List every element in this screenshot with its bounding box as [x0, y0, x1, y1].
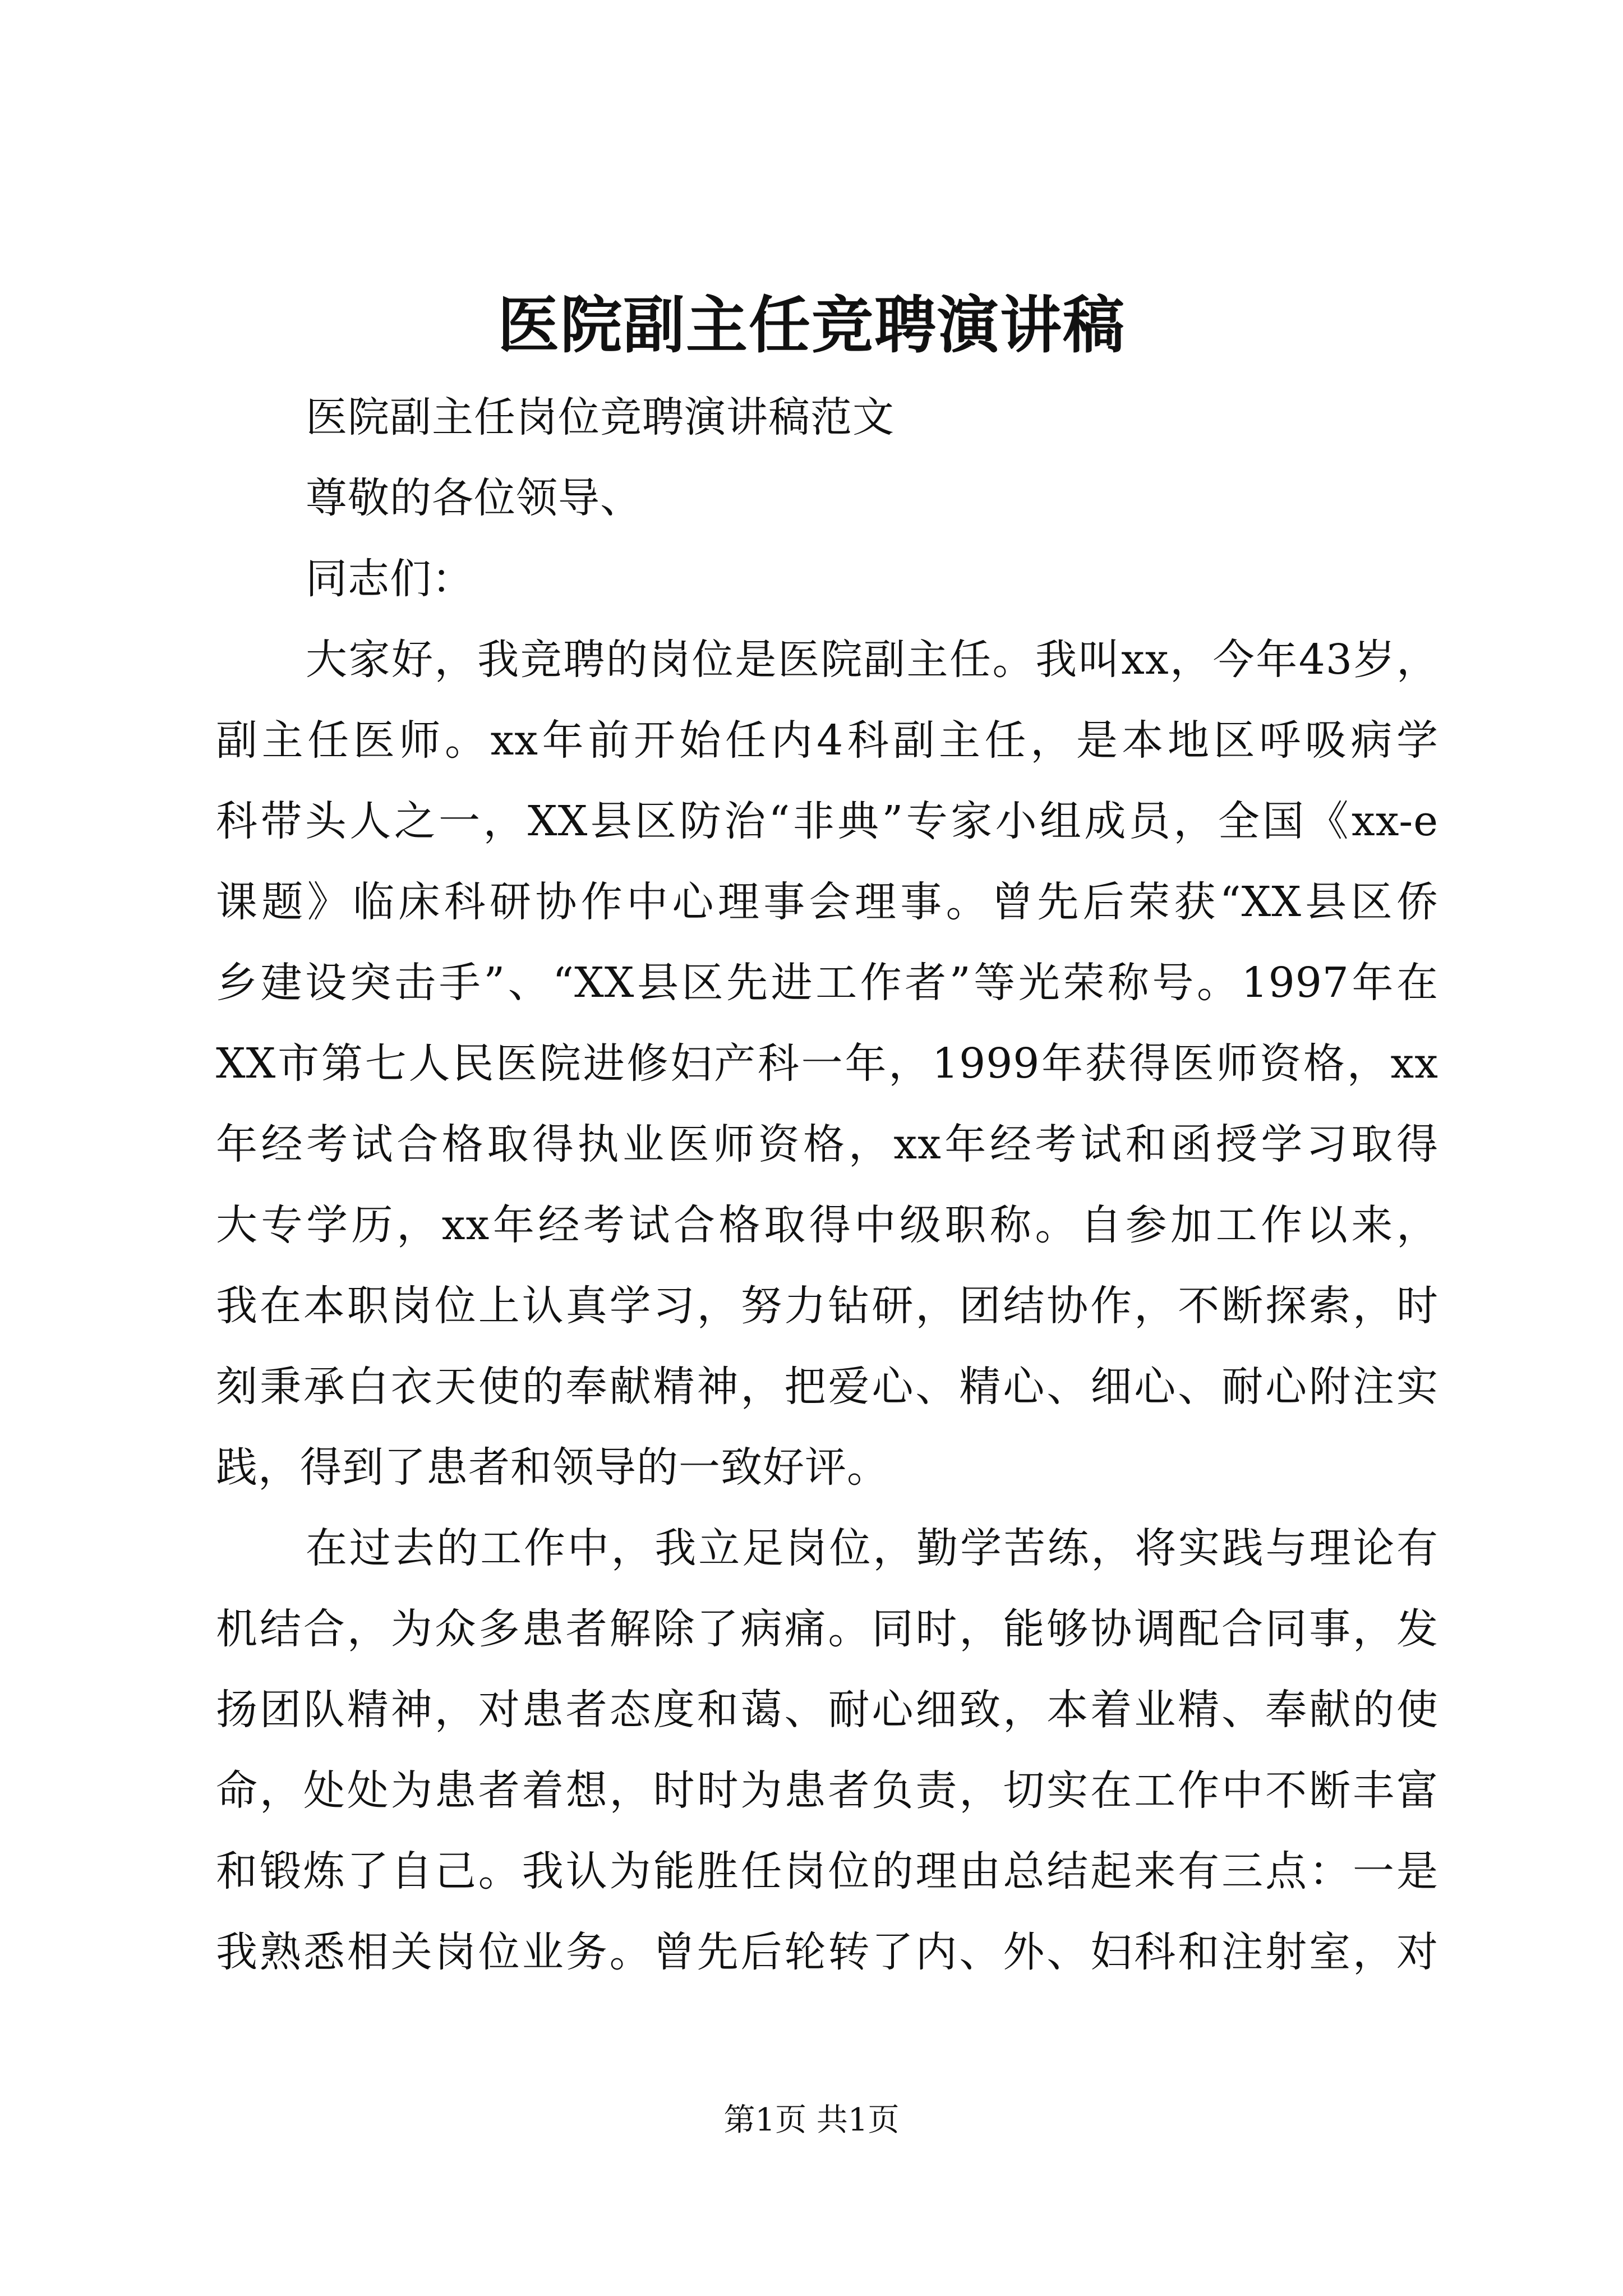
paragraph-line: 机结合，为众多患者解除了病痛。同时，能够协调配合同事，发 [216, 1605, 1438, 1653]
paragraph-line: 我在本职岗位上认真学习，努力钻研，团结协作，不断探索，时 [216, 1282, 1438, 1330]
paragraph-line: 刻秉承白衣天使的奉献精神，把爱心、精心、细心、耐心附注实 [216, 1363, 1438, 1411]
subtitle-line: 医院副主任岗位竞聘演讲稿范文 [306, 393, 895, 441]
paragraph-line: 命，处处为患者着想，时时为患者负责，切实在工作中不断丰富 [216, 1766, 1438, 1815]
page-footer: 第1页 共1页 [723, 2102, 900, 2138]
document-title: 医院副主任竞聘演讲稿 [497, 289, 1126, 361]
paragraph-line: 扬团队精神，对患者态度和蔼、耐心细致，本着业精、奉献的使 [216, 1686, 1438, 1734]
paragraph-line: XX市第七人民医院进修妇产科一年，1999年获得医师资格，xx [216, 1039, 1438, 1088]
paragraph-line: 副主任医师。xx年前开始任内4科副主任，是本地区呼吸病学 [216, 716, 1438, 765]
paragraph-line: 我熟悉相关岗位业务。曾先后轮转了内、外、妇科和注射室，对 [216, 1928, 1438, 1976]
paragraph-line: 在过去的工作中，我立足岗位，勤学苦练，将实践与理论有 [306, 1524, 1438, 1572]
paragraph-line: 大家好，我竞聘的岗位是医院副主任。我叫xx，今年43岁， [306, 636, 1438, 684]
salutation-line: 同志们： [306, 555, 474, 603]
paragraph-line: 科带头人之一，XX县区防治“非典”专家小组成员，全国《xx-e [216, 797, 1438, 845]
paragraph-line: 和锻炼了自己。我认为能胜任岗位的理由总结起来有三点：一是 [216, 1847, 1438, 1895]
salutation-line: 尊敬的各位领导、 [306, 474, 642, 522]
document-body [216, 377, 1438, 1993]
paragraph-line: 践，得到了患者和领导的一致好评。 [216, 1443, 889, 1492]
paragraph-line: 乡建设突击手”、“XX县区先进工作者”等光荣称号。1997年在 [216, 959, 1438, 1007]
paragraph-line: 大专学历，xx年经考试合格取得中级职称。自参加工作以来， [216, 1201, 1438, 1249]
paragraph-line: 年经考试合格取得执业医师资格，xx年经考试和函授学习取得 [216, 1120, 1438, 1168]
paragraph-line: 课题》临床科研协作中心理事会理事。曾先后荣获“XX县区侨 [216, 878, 1438, 926]
